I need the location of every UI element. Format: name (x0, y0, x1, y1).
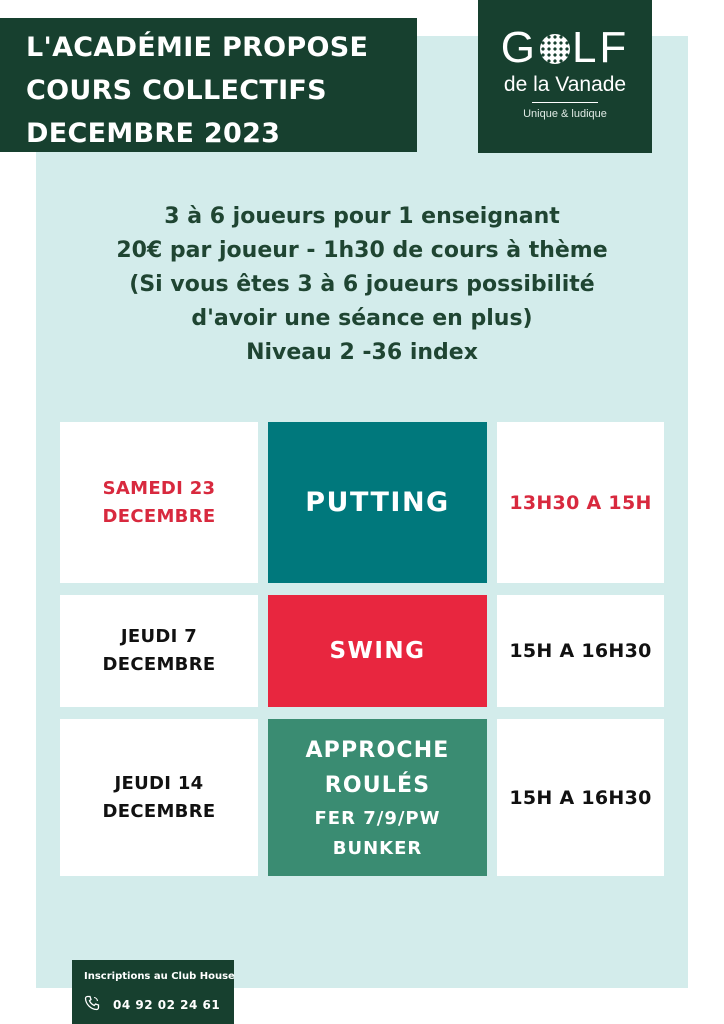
session-1-theme (268, 422, 487, 583)
date-month: DECEMBRE (102, 505, 216, 527)
session-3-theme (268, 719, 487, 876)
session-1-time: 13H30 A 15H (497, 422, 664, 583)
logo-subtitle: de la Vanade (503, 73, 627, 96)
intro-line: d'avoir une séance en plus) (191, 306, 533, 331)
theme-label: ROULÉS (324, 772, 431, 798)
phone-icon (84, 995, 100, 1015)
theme-label: PUTTING (305, 487, 450, 518)
theme-sublabel: FER 7/9/PW (314, 807, 441, 829)
title-block (0, 18, 417, 152)
date-day: JEUDI 7 (120, 626, 198, 647)
date-day: SAMEDI 23 (102, 477, 216, 499)
intro-line: 3 à 6 joueurs pour 1 enseignant (164, 204, 560, 229)
logo-tagline: Unique & ludique (523, 108, 607, 120)
intro-line: (Si vous êtes 3 à 6 joueurs possibilité (129, 272, 595, 297)
phone-number[interactable]: 04 92 02 24 61 (113, 998, 221, 1012)
logo-divider (532, 102, 598, 103)
title-line-1: L'ACADÉMIE PROPOSE (26, 32, 369, 63)
golf-logo (478, 0, 652, 153)
date-month: DECEMBRE (102, 800, 216, 822)
session-3-date (60, 719, 258, 876)
contact-footer (72, 960, 234, 1024)
logo-wordmark (478, 24, 652, 72)
intro-text (36, 200, 688, 370)
session-1-date (60, 422, 258, 583)
logo-letter-g: G (500, 23, 538, 72)
title-line-2: COURS COLLECTIFS (26, 75, 327, 106)
date-day: JEUDI 14 (114, 772, 204, 794)
theme-label: APPROCHE (305, 737, 450, 763)
intro-line: 20€ par joueur - 1h30 de cours à thème (116, 238, 608, 263)
logo-letters-lf: LF (571, 23, 630, 72)
session-2-date (60, 595, 258, 707)
session-3-time: 15H A 16H30 (497, 719, 664, 876)
intro-line: Niveau 2 -36 index (246, 340, 478, 365)
footer-phone-row (84, 995, 234, 1015)
footer-label: Inscriptions au Club House (84, 971, 235, 982)
theme-label: SWING (329, 638, 426, 664)
golf-ball-icon (540, 34, 570, 64)
date-month: DECEMBRE (102, 654, 216, 675)
theme-sublabel: BUNKER (332, 837, 423, 859)
session-2-time: 15H A 16H30 (497, 595, 664, 707)
session-2-theme (268, 595, 487, 707)
title-line-3: DECEMBRE 2023 (26, 118, 281, 149)
